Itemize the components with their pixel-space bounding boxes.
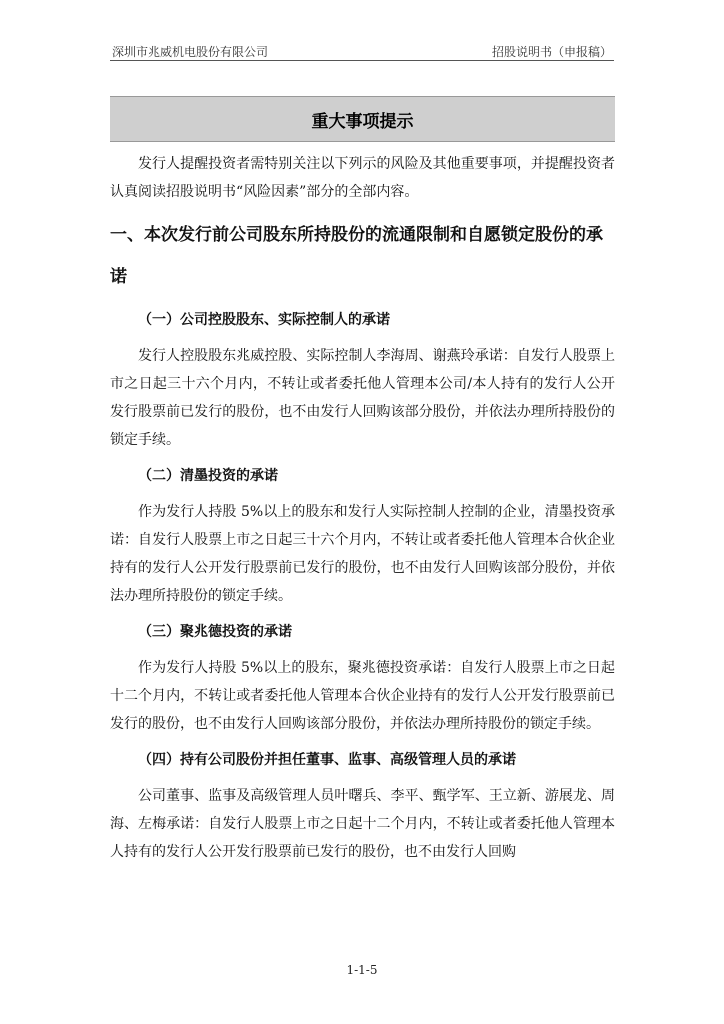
- subsection-heading-3: （三）聚兆德投资的承诺: [138, 624, 292, 640]
- banner-title: 重大事项提示: [311, 111, 414, 132]
- subsection-text-2: 作为发行人持股 5%以上的股东和发行人实际控制人控制的企业，清墨投资承诺：自发行人股票上市之日起三十六个月内，不转让或者委托他人管理本合伙企业持有的发行人公开发行股票前已发行的股份，也不由发行人回购该部分股份，并依法办理所持股份的锁定手续。: [110, 504, 615, 604]
- document-body: [110, 150, 615, 866]
- subsection-text-4: 公司董事、监事及高级管理人员叶曙兵、李平、甄学军、王立新、游展龙、周海、左梅承诺：自发行人股票上市之日起十二个月内，不转让或者委托他人管理本人持有的发行人公开发行股票前已发行的股份，也不由发行人回购: [110, 788, 615, 860]
- subsection-heading-1: （一）公司控股股东、实际控制人的承诺: [138, 312, 390, 328]
- section-heading: 一、本次发行前公司股东所持股份的流通限制和自愿锁定股份的承诺: [110, 225, 603, 287]
- section-banner: [110, 96, 615, 142]
- page-header: [110, 40, 614, 62]
- subsection-heading-4: （四）持有公司股份并担任董事、监事、高级管理人员的承诺: [138, 752, 516, 768]
- subsection-text-3: 作为发行人持股 5%以上的股东，聚兆德投资承诺：自发行人股票上市之日起十二个月内，不转让或者委托他人管理本合伙企业持有的发行人公开发行股票前已发行的股份，也不由发行人回购该部分股份，并依法办理所持股份的锁定手续。: [110, 660, 615, 732]
- header-divider: [110, 60, 614, 61]
- page-number: 1-1-5: [346, 963, 378, 977]
- subsection-text-1: 发行人控股股东兆威控股、实际控制人李海周、谢燕玲承诺：自发行人股票上市之日起三十六个月内，不转让或者委托他人管理本公司/本人持有的发行人公开发行股票前已发行的股份，也不由发行人回购该部分股份，并依法办理所持股份的锁定手续。: [110, 348, 615, 448]
- document-title: 招股说明书（申报稿）: [491, 45, 612, 59]
- intro-paragraph: 发行人提醒投资者需特别关注以下列示的风险及其他重要事项，并提醒投资者认真阅读招股说明书“风险因素”部分的全部内容。: [110, 156, 615, 200]
- subsection-heading-2: （二）清墨投资的承诺: [138, 468, 278, 484]
- company-name: 深圳市兆威机电股份有限公司: [112, 45, 269, 59]
